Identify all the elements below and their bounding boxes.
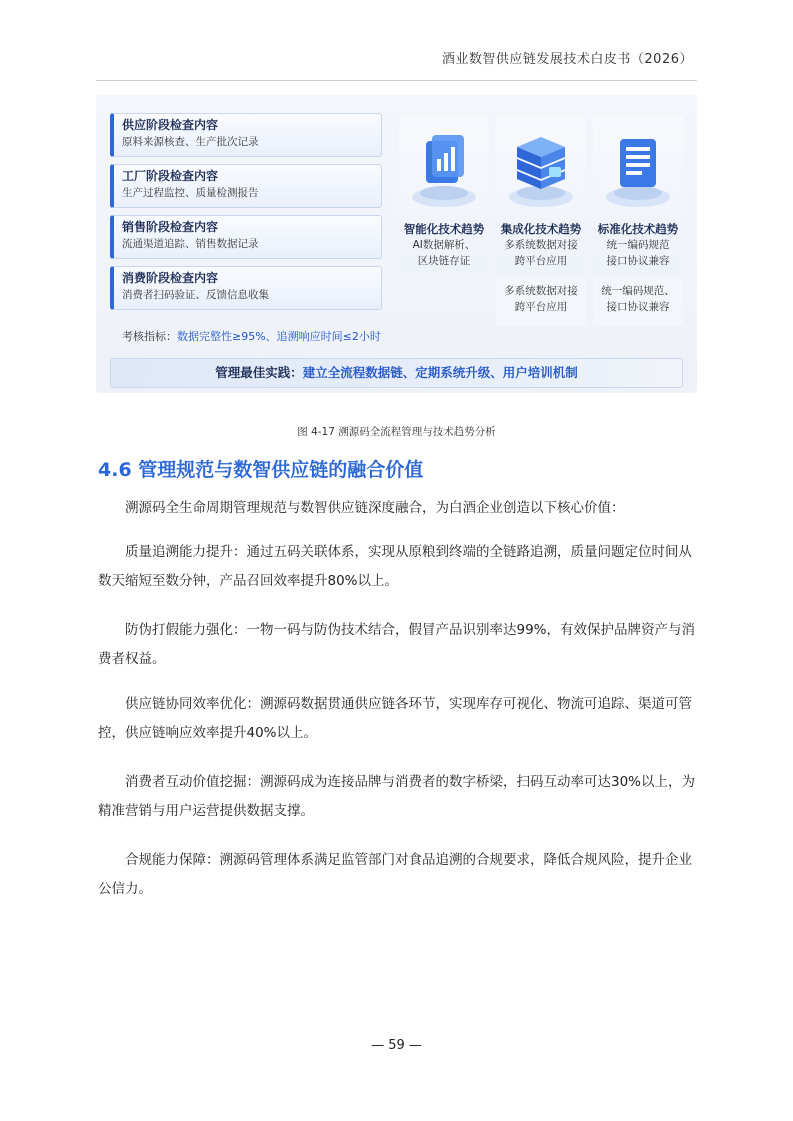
chart-icon [404, 123, 484, 213]
document-icon [598, 123, 678, 213]
best-practice-label: 管理最佳实践： [215, 365, 303, 380]
trend-desc-line: AI数据解析、 [412, 239, 476, 251]
stage-desc: 生产过程监控、质量检测报告 [122, 187, 259, 199]
trend-desc [496, 237, 586, 269]
figure-caption: 图 4-17 溯源码全流程管理与技术趋势分析 [297, 426, 496, 438]
metric-label: 考核指标： [122, 330, 177, 343]
extra-line: 多系统数据对接 [504, 285, 578, 297]
trend-card-intelligent [399, 115, 489, 275]
paragraph-quality: 质量追溯能力提升：通过五码关联体系，实现从原粮到终端的全链路追溯，质量问题定位时间从数天缩短至数分钟，产品召回效率提升80%以上。 [98, 544, 692, 589]
stage-desc: 原料来源核查、生产批次记录 [122, 136, 259, 148]
trend-card-standard [593, 115, 683, 275]
trend-desc-line: 跨平台应用 [514, 255, 568, 267]
trend-title: 集成化技术趋势 [500, 222, 582, 236]
paragraph-consumer: 消费者互动价值挖掘：溯源码成为连接品牌与消费者的数字桥梁，扫码互动率可达30%以上，为精准营销与用户运营提供数据支撑。 [98, 774, 696, 819]
trend-desc-line: 区块链存证 [417, 255, 471, 267]
trend-desc [399, 237, 489, 269]
page-number: — 59 — [371, 1038, 422, 1053]
trend-card-integrated [496, 115, 586, 275]
header-divider [96, 80, 697, 81]
trend-title: 标准化技术趋势 [597, 222, 679, 236]
stage-title: 供应阶段检查内容 [122, 118, 219, 132]
stage-title: 工厂阶段检查内容 [122, 169, 219, 183]
extra-line: 统一编码规范、 [601, 285, 675, 297]
metric-value: 数据完整性≥95%、追溯响应时间≤2小时 [177, 330, 381, 343]
stage-title: 消费阶段检查内容 [122, 271, 219, 285]
paragraph-compliance: 合规能力保障：溯源码管理体系满足监管部门对食品追溯的合规要求，降低合规风险，提升企业公信力。 [98, 852, 692, 897]
stage-desc: 消费者扫码验证、反馈信息收集 [122, 289, 269, 301]
stage-title: 销售阶段检查内容 [122, 220, 219, 234]
extra-line: 接口协议兼容 [606, 301, 670, 313]
server-icon [501, 123, 581, 213]
trend-desc-line: 统一编码规范 [606, 239, 670, 251]
stage-desc: 流通渠道追踪、销售数据记录 [122, 238, 259, 250]
best-practice-value: 建立全流程数据链、定期系统升级、用户培训机制 [302, 365, 578, 380]
best-practice-bar [110, 358, 683, 388]
stage-sales [110, 215, 382, 259]
paragraph-supply-chain: 供应链协同效率优化：溯源码数据贯通供应链各环节，实现库存可视化、物流可追踪、渠道可管控，供应链响应效率提升40%以上。 [98, 696, 692, 741]
trend-extra-integrated [496, 279, 586, 325]
paragraph-anticounterfeit: 防伪打假能力强化：一物一码与防伪技术结合，假冒产品识别率达99%，有效保护品牌资产与消费者权益。 [98, 622, 696, 667]
trend-extra-standard [593, 279, 683, 325]
trend-desc [593, 237, 683, 269]
running-header: 酒业数智供应链发展技术白皮书（2026） [441, 52, 693, 67]
trend-desc-line: 多系统数据对接 [504, 239, 578, 251]
assessment-metric [122, 328, 381, 344]
stage-factory [110, 164, 382, 208]
trend-desc-line: 接口协议兼容 [606, 255, 670, 267]
extra-line: 跨平台应用 [514, 301, 568, 313]
figure-traceability [96, 95, 697, 393]
trend-title: 智能化技术趋势 [403, 222, 485, 236]
stage-consumer [110, 266, 382, 310]
paragraph-intro: 溯源码全生命周期管理规范与数智供应链深度融合，为白酒企业创造以下核心价值： [125, 500, 625, 516]
section-heading: 4.6 管理规范与数智供应链的融合价值 [98, 459, 424, 481]
stage-supply [110, 113, 382, 157]
